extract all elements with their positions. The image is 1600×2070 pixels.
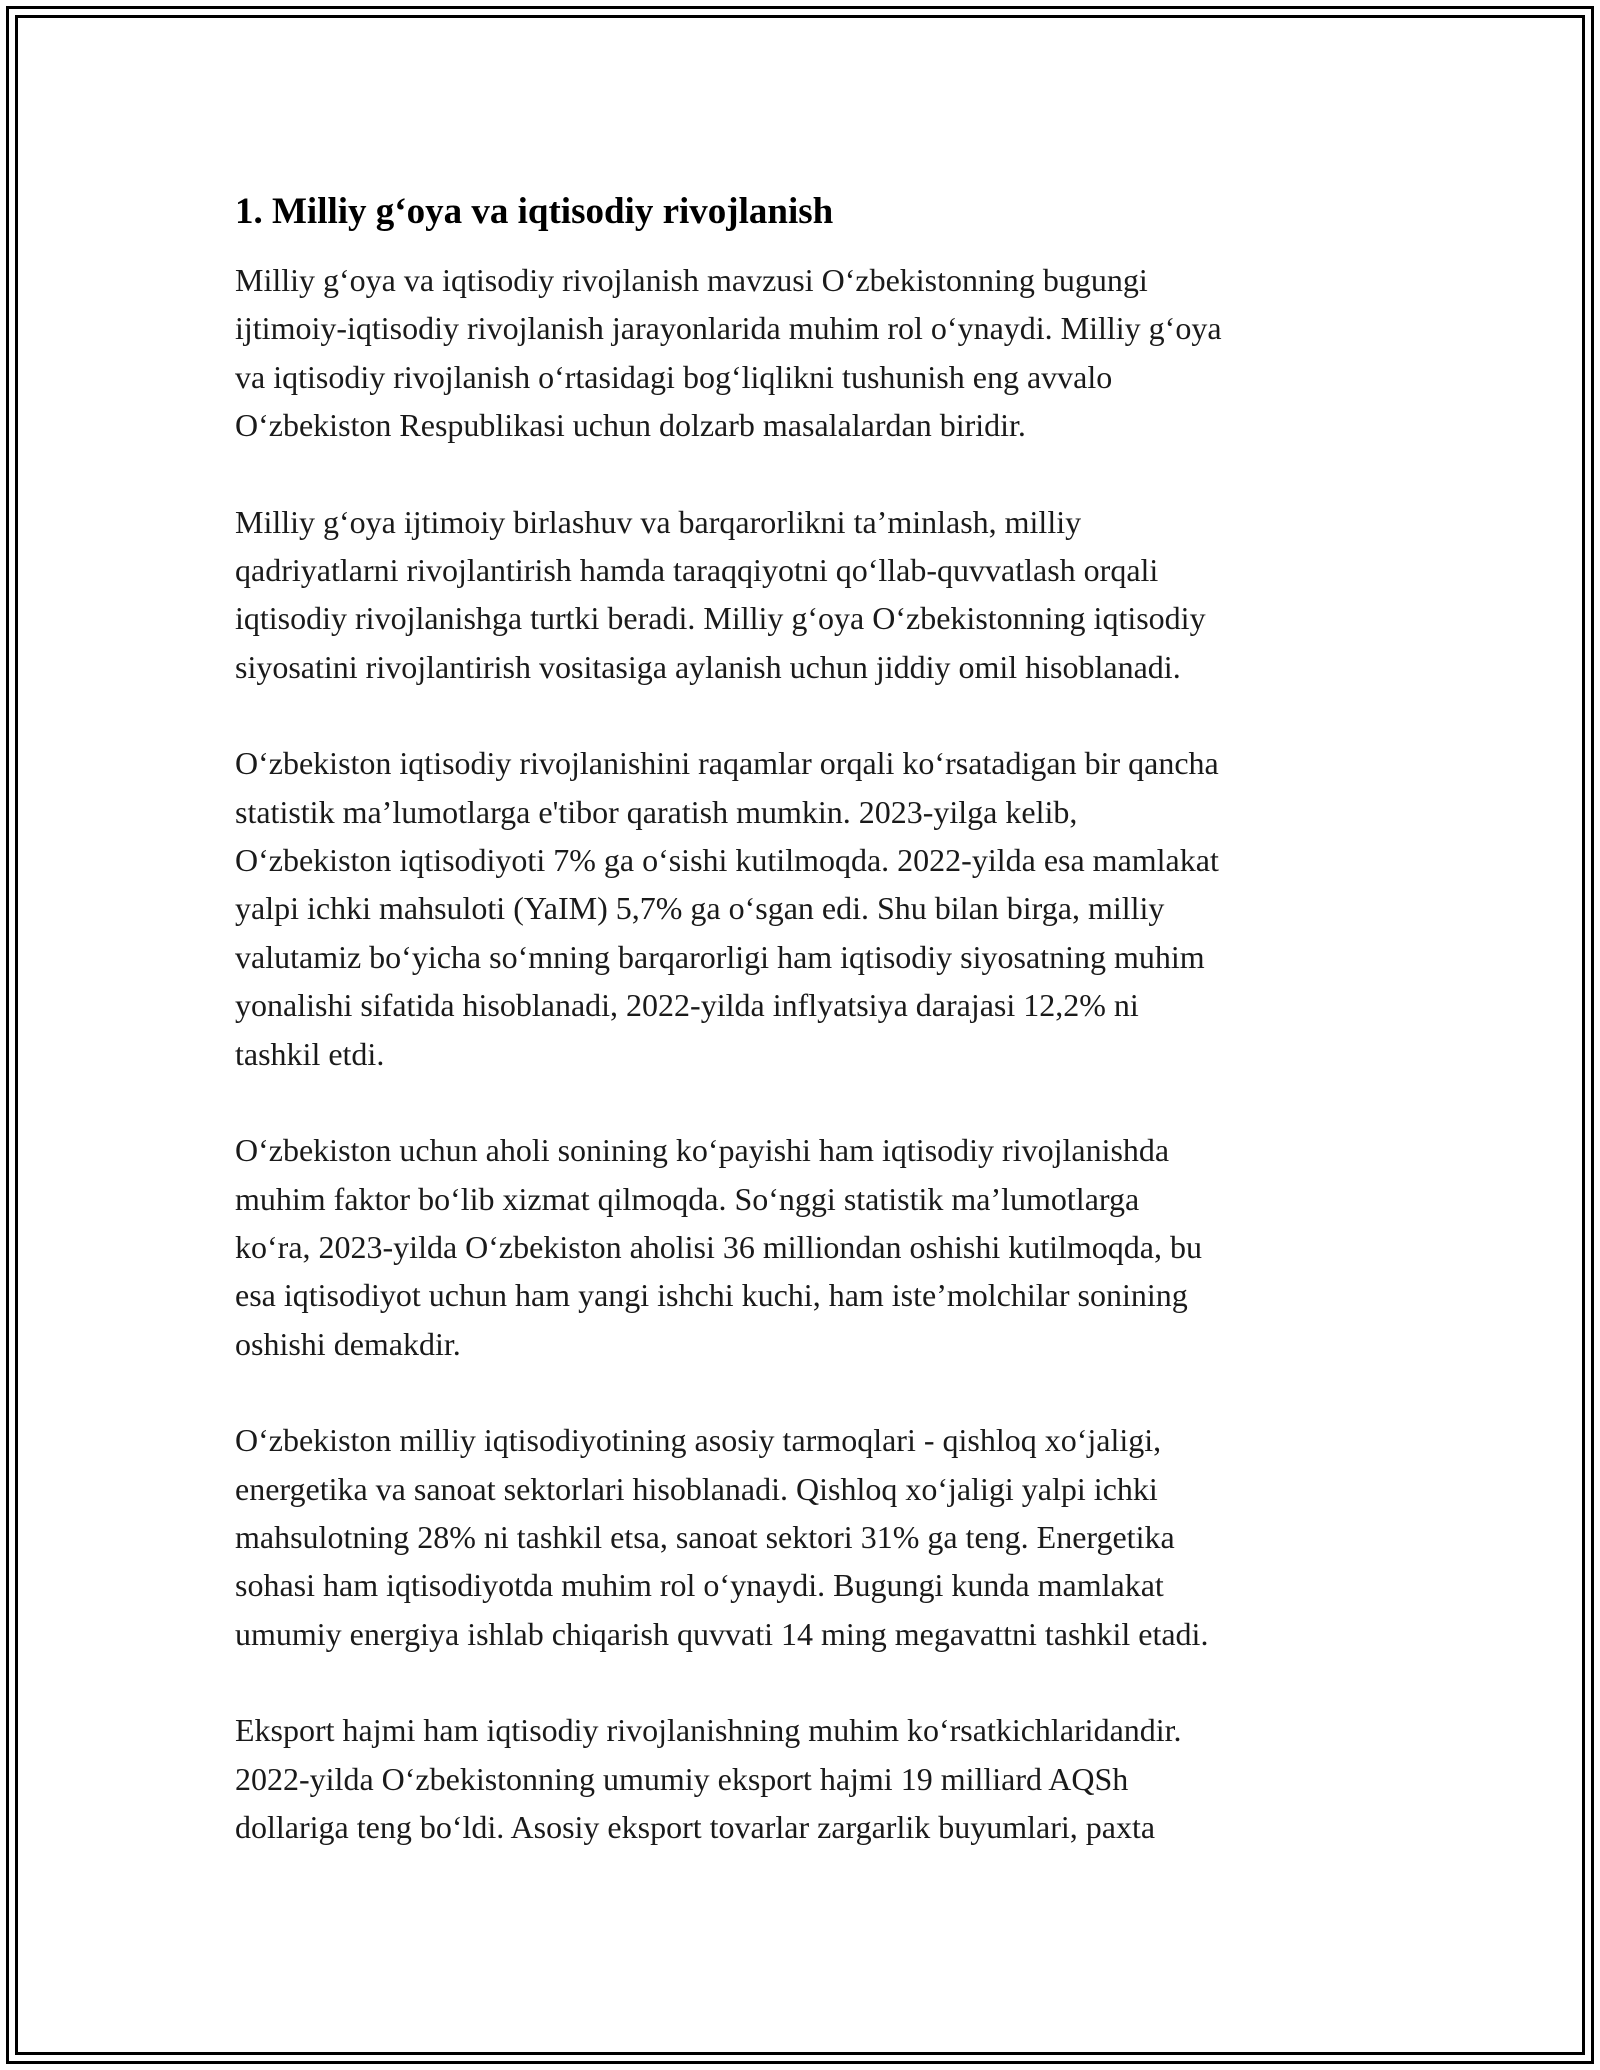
paragraph <box>235 498 1385 692</box>
paragraph-line: muhim faktor boʻlib xizmat qilmoqda. Soʻnggi statistik maʼlumotlarga <box>235 1180 1140 1217</box>
paragraph-line: Milliy gʻoya va iqtisodiy rivojlanish mavzusi Oʻzbekistonning bugungi <box>235 262 1148 298</box>
paragraph-line: 2022-yilda Oʻzbekistonning umumiy eksport hajmi 19 milliard AQSh <box>235 1760 1129 1797</box>
paragraph-line: siyosatini rivojlantirish vositasiga aylanish uchun jiddiy omil hisoblanadi. <box>235 648 1181 685</box>
paragraph-line: sohasi ham iqtisodiyotda muhim rol oʻynaydi. Bugungi kunda mamlakat <box>235 1567 1164 1604</box>
paragraph-line: Eksport hajmi ham iqtisodiy rivojlanishning muhim koʻrsatkichlaridandir. <box>235 1712 1182 1749</box>
paragraph-line: ijtimoiy-iqtisodiy rivojlanish jarayonlarida muhim rol oʻynaydi. Milliy gʻoya <box>235 310 1222 347</box>
paragraph-line: Oʻzbekiston iqtisodiyoti 7% ga oʻsishi kutilmoqda. 2022-yilda esa mamlakat <box>235 842 1219 879</box>
paragraph-line: yonalishi sifatida hisoblanadi, 2022-yilda inflyatsiya darajasi 12,2% ni <box>235 987 1139 1024</box>
paragraph <box>235 1706 1385 1851</box>
paragraph-line: statistik maʼlumotlarga e'tibor qaratish mumkin. 2023-yilga kelib, <box>235 793 1078 830</box>
paragraph-line: iqtisodiy rivojlanishga turtki beradi. Milliy gʻoya Oʻzbekistonning iqtisodiy <box>235 600 1206 637</box>
paragraph-line: esa iqtisodiyot uchun ham yangi ishchi kuchi, ham isteʼmolchilar sonining <box>235 1277 1188 1314</box>
paragraph-line: koʻra, 2023-yilda Oʻzbekiston aholisi 36 milliondan oshishi kutilmoqda, bu <box>235 1228 1202 1265</box>
paragraph-line: dollariga teng boʻldi. Asosiy eksport tovarlar zargarlik buyumlari, paxta <box>235 1808 1156 1845</box>
paragraph <box>235 256 1385 450</box>
paragraph-list <box>235 256 1385 1851</box>
paragraph-line: yalpi ichki mahsuloti (YaIM) 5,7% ga oʻsgan edi. Shu bilan birga, milliy <box>235 890 1165 927</box>
section-heading: 1. Milliy gʻoya va iqtisodiy rivojlanish <box>235 191 834 232</box>
paragraph-line: Oʻzbekiston uchun aholi sonining koʻpayishi ham iqtisodiy rivojlanishda <box>235 1132 1170 1169</box>
paragraph <box>235 739 1385 1078</box>
paragraph-line: Oʻzbekiston Respublikasi uchun dolzarb masalalardan biridir. <box>235 407 1026 444</box>
paragraph-line: qadriyatlarni rivojlantirish hamda taraqqiyotni qoʻllab-quvvatlash orqali <box>235 552 1159 589</box>
paragraph-line: Oʻzbekiston iqtisodiy rivojlanishini raqamlar orqali koʻrsatadigan bir qancha <box>235 745 1219 782</box>
paragraph-line: energetika va sanoat sektorlari hisoblanadi. Qishloq xoʻjaligi yalpi ichki <box>235 1470 1158 1507</box>
paragraph-line: valutamiz boʻyicha soʻmning barqarorligi ham iqtisodiy siyosatning muhim <box>235 938 1205 975</box>
paragraph-line: umumiy energiya ishlab chiqarish quvvati 14 ming megavattni tashkil etadi. <box>235 1615 1209 1652</box>
document-body <box>235 188 1385 1899</box>
paragraph-line: mahsulotning 28% ni tashkil etsa, sanoat sektori 31% ga teng. Energetika <box>235 1518 1175 1555</box>
paragraph-line: tashkil etdi. <box>235 1035 385 1072</box>
paragraph <box>235 1416 1385 1658</box>
paragraph-line: Oʻzbekiston milliy iqtisodiyotining asosiy tarmoqlari - qishloq xoʻjaligi, <box>235 1422 1162 1459</box>
paragraph-line: Milliy gʻoya ijtimoiy birlashuv va barqarorlikni taʼminlash, milliy <box>235 503 1082 540</box>
paragraph-line: va iqtisodiy rivojlanish oʻrtasidagi bogʻliqlikni tushunish eng avvalo <box>235 358 1113 395</box>
paragraph-line: oshishi demakdir. <box>235 1325 461 1362</box>
paragraph <box>235 1126 1385 1368</box>
